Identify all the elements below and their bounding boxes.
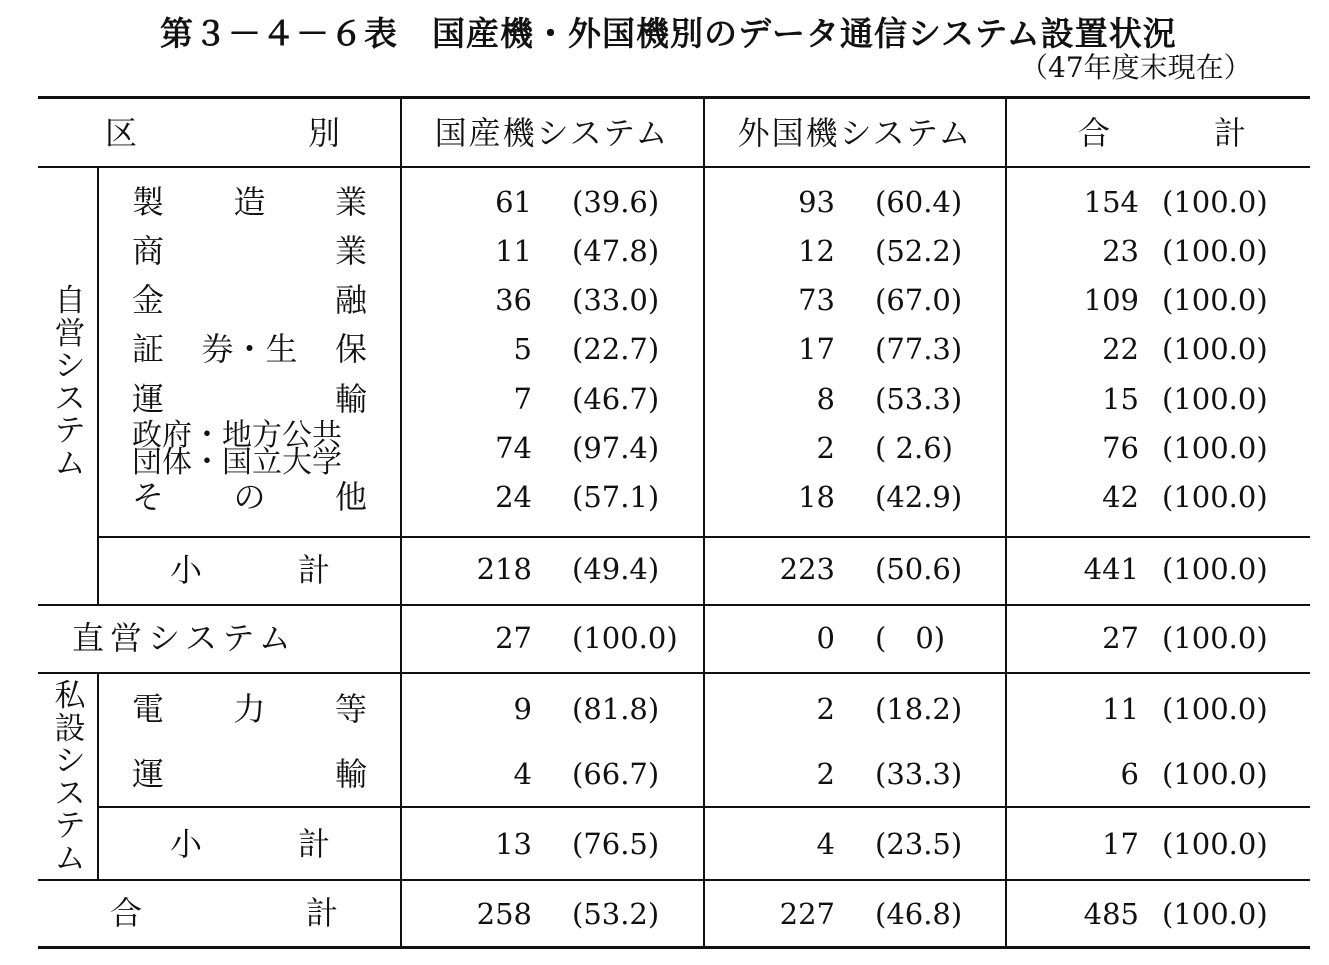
- row-label-part: 輸: [334, 380, 367, 418]
- percent-value: (18.2): [875, 692, 963, 726]
- count-value: 227: [779, 897, 835, 931]
- rule-jiei-end: [38, 604, 1310, 606]
- count-value: 258: [476, 897, 532, 931]
- header-category-b: 別: [307, 114, 340, 152]
- count-value: 36: [495, 283, 532, 317]
- percent-value: (100.0): [1162, 621, 1268, 655]
- group-label-shisetsu: [50, 680, 90, 875]
- percent-value: (100.0): [1162, 692, 1268, 726]
- row-label-part: 力: [233, 690, 266, 728]
- count-value: 4: [513, 757, 532, 791]
- vertical-label-char: ム: [54, 445, 86, 482]
- count-value: 109: [1083, 283, 1139, 317]
- value-cell: [705, 276, 1005, 325]
- row-label: [132, 417, 372, 480]
- percent-value: (100.0): [1162, 382, 1268, 416]
- percent-value: (100.0): [1162, 234, 1268, 268]
- value-cell: [402, 276, 702, 325]
- count-value: 7: [513, 382, 532, 416]
- value-cell: [402, 685, 702, 734]
- count-value: 93: [798, 185, 835, 219]
- rule-bottom: [38, 946, 1310, 949]
- count-value: 15: [1102, 382, 1139, 416]
- count-value: 441: [1083, 552, 1139, 586]
- row-label-part: 製: [132, 183, 165, 221]
- percent-value: (100.0): [1162, 283, 1268, 317]
- vertical-label-char: 営: [54, 315, 86, 352]
- count-value: 61: [495, 185, 532, 219]
- vertical-label-char: シ: [54, 348, 86, 385]
- percent-value: (50.6): [875, 552, 963, 586]
- count-value: 5: [513, 332, 532, 366]
- row-label-part: 運: [132, 755, 165, 793]
- row-label: [132, 750, 367, 799]
- table-title: 第３－４－６表 国産機・外国機別のデータ通信システム設置状況: [160, 14, 1177, 53]
- count-value: 76: [1102, 431, 1139, 465]
- value-cell: [1007, 375, 1307, 424]
- value-cell: [1007, 820, 1307, 869]
- percent-value: (33.0): [572, 283, 660, 317]
- header-category-a: 区: [105, 114, 138, 152]
- value-cell: [1007, 178, 1307, 227]
- vertical-label-char: ス: [54, 380, 86, 417]
- value-cell: [1007, 325, 1307, 374]
- row-label-part: 金: [132, 281, 165, 319]
- value-cell: [402, 820, 702, 869]
- count-value: 27: [495, 621, 532, 655]
- count-value: 13: [495, 827, 532, 861]
- rule-shisetsu-end: [38, 879, 1310, 881]
- percent-value: (53.2): [572, 897, 660, 931]
- header-total-b: 計: [1213, 114, 1246, 152]
- percent-value: (42.9): [875, 480, 963, 514]
- value-cell: [1007, 750, 1307, 799]
- count-value: 223: [779, 552, 835, 586]
- row-label: [132, 325, 367, 374]
- row-label-part: そ: [132, 478, 165, 516]
- jiei-subtotal-label-b: 計: [297, 551, 330, 589]
- count-value: 74: [495, 431, 532, 465]
- percent-value: (100.0): [1162, 757, 1268, 791]
- percent-value: (100.0): [1162, 332, 1268, 366]
- value-cell: [705, 178, 1005, 227]
- percent-value: (76.5): [572, 827, 660, 861]
- count-value: 22: [1102, 332, 1139, 366]
- value-cell: [1007, 890, 1307, 939]
- percent-value: (100.0): [1162, 897, 1268, 931]
- percent-value: (23.5): [875, 827, 963, 861]
- value-cell: [402, 890, 702, 939]
- value-cell: [705, 325, 1005, 374]
- chokuei-label: [72, 608, 352, 668]
- row-label-line: 団体・国立大学: [132, 444, 342, 480]
- count-value: 27: [1102, 621, 1139, 655]
- row-label: [132, 227, 367, 276]
- percent-value: (49.4): [572, 552, 660, 586]
- grand-total-label-a: 合: [110, 894, 143, 932]
- value-cell: [705, 750, 1005, 799]
- percent-value: (81.8): [572, 692, 660, 726]
- chokuei-label-text: 直営システム: [72, 619, 297, 657]
- row-label: [132, 685, 367, 734]
- rule-header: [38, 166, 1310, 168]
- row-label: [132, 178, 367, 227]
- count-value: 23: [1102, 234, 1139, 268]
- value-cell: [1007, 685, 1307, 734]
- percent-value: (66.7): [572, 757, 660, 791]
- vertical-label-char: ム: [54, 840, 86, 877]
- vertical-label-char: 設: [54, 710, 86, 747]
- percent-value: (47.8): [572, 234, 660, 268]
- count-value: 154: [1083, 185, 1139, 219]
- header-domestic: [402, 100, 702, 166]
- count-value: 8: [816, 382, 835, 416]
- value-cell: [402, 614, 702, 663]
- value-cell: [705, 820, 1005, 869]
- count-value: 18: [798, 480, 835, 514]
- row-label-part: 他: [334, 478, 367, 516]
- row-label-part: 等: [334, 690, 367, 728]
- value-cell: [402, 750, 702, 799]
- value-cell: [705, 685, 1005, 734]
- count-value: 11: [495, 234, 532, 268]
- value-cell: [402, 227, 702, 276]
- row-label-line: 政府・地方公共: [132, 417, 342, 453]
- percent-value: ( 2.6): [875, 431, 953, 465]
- percent-value: (100.0): [1162, 431, 1268, 465]
- percent-value: (52.2): [875, 234, 963, 268]
- header-category: [105, 100, 340, 166]
- row-label: [132, 375, 367, 424]
- count-value: 485: [1083, 897, 1139, 931]
- row-label-part: 券・生: [201, 330, 298, 368]
- vline-group-jiei: [97, 167, 99, 605]
- jiei-subtotal-label: [170, 540, 330, 600]
- row-label-part: 運: [132, 380, 165, 418]
- value-cell: [402, 545, 702, 594]
- shisetsu-subtotal-label-b: 計: [297, 825, 330, 863]
- count-value: 73: [798, 283, 835, 317]
- row-label: [132, 473, 367, 522]
- percent-value: (39.6): [572, 185, 660, 219]
- value-cell: [1007, 614, 1307, 663]
- value-cell: [402, 375, 702, 424]
- row-label-part: 電: [132, 690, 165, 728]
- vertical-label-char: テ: [54, 413, 86, 450]
- value-cell: [1007, 227, 1307, 276]
- row-label-part: 業: [334, 183, 367, 221]
- percent-value: (100.0): [1162, 185, 1268, 219]
- header-domestic-text: 国産機システム: [434, 114, 670, 152]
- value-cell: [705, 890, 1005, 939]
- count-value: 42: [1102, 480, 1139, 514]
- group-label-jiei: [50, 285, 90, 480]
- value-cell: [705, 375, 1005, 424]
- header-total-a: 合: [1078, 114, 1111, 152]
- vertical-label-char: ス: [54, 775, 86, 812]
- count-value: 12: [798, 234, 835, 268]
- vertical-label-char: 私: [54, 678, 86, 714]
- value-cell: [1007, 473, 1307, 522]
- count-value: 0: [816, 621, 835, 655]
- row-label-part: 輸: [334, 755, 367, 793]
- value-cell: [1007, 424, 1307, 473]
- header-foreign-text: 外国機システム: [737, 114, 973, 152]
- percent-value: (67.0): [875, 283, 963, 317]
- row-label: [132, 276, 367, 325]
- value-cell: [705, 545, 1005, 594]
- row-label-part: 証: [132, 330, 165, 368]
- vline-group-shisetsu: [97, 673, 99, 880]
- row-label-part: 商: [132, 232, 165, 270]
- percent-value: (22.7): [572, 332, 660, 366]
- row-label-part: の: [233, 478, 266, 516]
- jiei-subtotal-label-a: 小: [170, 551, 203, 589]
- row-label-part: 業: [334, 232, 367, 270]
- percent-value: (33.3): [875, 757, 963, 791]
- percent-value: (46.7): [572, 382, 660, 416]
- percent-value: (60.4): [875, 185, 963, 219]
- rule-top: [38, 96, 1310, 99]
- count-value: 4: [816, 827, 835, 861]
- count-value: 2: [816, 692, 835, 726]
- grand-total-label: [110, 883, 338, 943]
- shisetsu-subtotal-label: [170, 814, 330, 874]
- value-cell: [705, 424, 1005, 473]
- row-label-part: 保: [334, 330, 367, 368]
- percent-value: (97.4): [572, 431, 660, 465]
- value-cell: [705, 227, 1005, 276]
- value-cell: [1007, 276, 1307, 325]
- vertical-label-char: シ: [54, 743, 86, 780]
- value-cell: [402, 178, 702, 227]
- percent-value: (46.8): [875, 897, 963, 931]
- count-value: 17: [1102, 827, 1139, 861]
- percent-value: (100.0): [1162, 552, 1268, 586]
- grand-total-label-b: 計: [305, 894, 338, 932]
- percent-value: (53.3): [875, 382, 963, 416]
- value-cell: [402, 473, 702, 522]
- count-value: 2: [816, 431, 835, 465]
- header-foreign: [705, 100, 1005, 166]
- row-label-part: 造: [233, 183, 266, 221]
- value-cell: [705, 614, 1005, 663]
- percent-value: (100.0): [1162, 827, 1268, 861]
- rule-chokuei-end: [38, 672, 1310, 674]
- value-cell: [1007, 545, 1307, 594]
- percent-value: (100.0): [1162, 480, 1268, 514]
- percent-value: ( 0): [875, 621, 946, 655]
- percent-value: (57.1): [572, 480, 660, 514]
- vertical-label-char: テ: [54, 808, 86, 845]
- row-label-part: 融: [334, 281, 367, 319]
- value-cell: [705, 473, 1005, 522]
- shisetsu-subtotal-label-a: 小: [170, 825, 203, 863]
- count-value: 2: [816, 757, 835, 791]
- value-cell: [402, 325, 702, 374]
- percent-value: (100.0): [572, 621, 678, 655]
- header-total: [1078, 100, 1246, 166]
- vertical-label-char: 自: [54, 283, 86, 319]
- count-value: 24: [495, 480, 532, 514]
- count-value: 17: [798, 332, 835, 366]
- count-value: 6: [1120, 757, 1139, 791]
- count-value: 11: [1102, 692, 1139, 726]
- value-cell: [402, 424, 702, 473]
- count-value: 9: [513, 692, 532, 726]
- count-value: 218: [476, 552, 532, 586]
- table-subtitle: （47年度末現在）: [1020, 51, 1252, 84]
- percent-value: (77.3): [875, 332, 963, 366]
